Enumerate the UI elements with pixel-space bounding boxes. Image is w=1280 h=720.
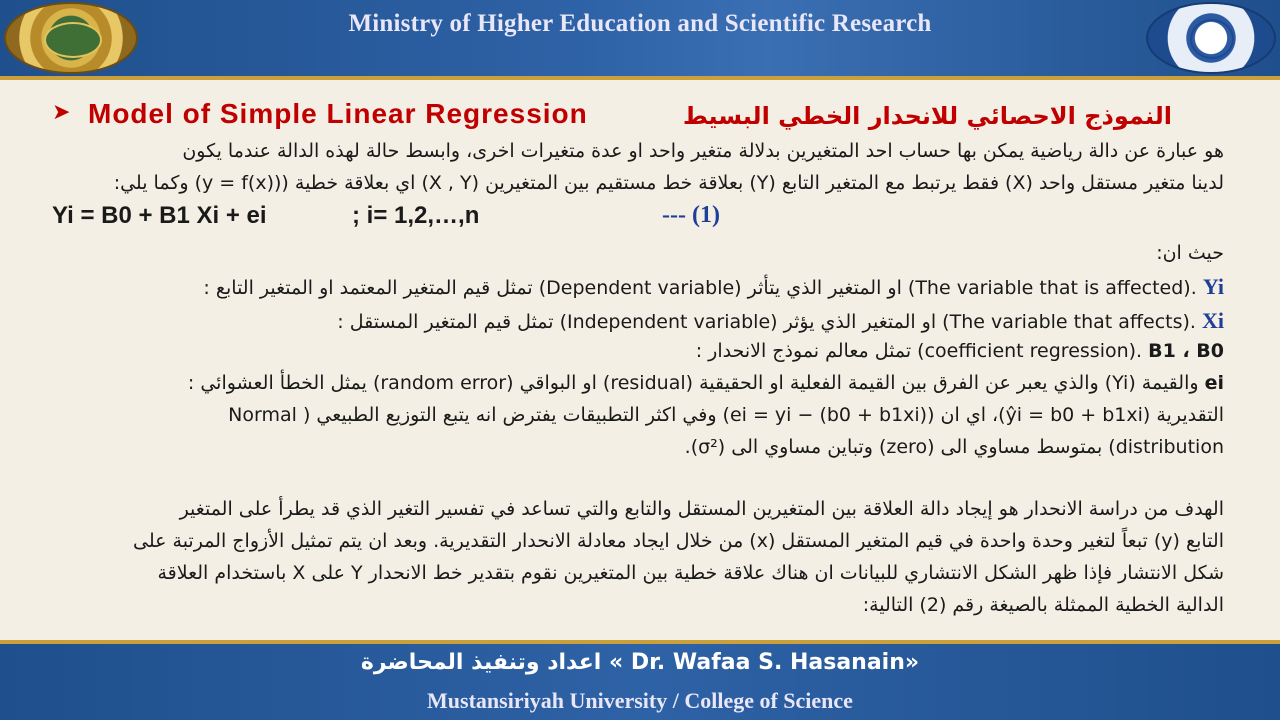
definition-b	[696, 340, 1224, 362]
definition-e-line-1: : يمثل الخطأ العشوائي (random error) او البواقي (residual) والذي يعبر عن الفرق بين القيمة الفعلية او الحقيقية (Yi) والقيمة	[187, 372, 1199, 394]
goal-line-2: التابع (y) تبعاً لتغير وحدة واحدة في قيم المتغير المستقل (x) من خلال ايجاد معادلة الانحدار التقديرية. وبعد ان يتم تمثيل الأزواج المرتبة على	[133, 530, 1224, 552]
equation-number: --- (1)	[662, 202, 720, 228]
goal-line-3: شكل الانتشار فإذا ظهر الشكل الانتشاري للبيانات ان هناك علاقة خطية بين المتغيرين نقوم بتقدير خط الانحدار Y على X باستخدام العلاقة	[157, 562, 1224, 584]
where-label: حيث ان:	[1156, 242, 1224, 264]
definition-x-symbol: Xi	[1202, 308, 1224, 333]
header-title: Ministry of Higher Education and Scientific Research	[348, 10, 932, 37]
definition-e-symbol: ei	[1204, 372, 1224, 394]
definition-x	[337, 308, 1224, 334]
equation-index: ; i= 1,2,…,n	[352, 202, 480, 229]
slide-title-arabic: النموذج الاحصائي للانحدار الخطي البسيط	[682, 102, 1172, 130]
slide-footer	[0, 644, 1280, 720]
definition-b-text: : تمثل معالم نموذج الانحدار (coefficient regression).	[695, 340, 1143, 362]
definition-x-text: : تمثل قيم المتغير المستقل (Independent variable) او المتغير الذي يؤثر (The variable that affects).	[337, 311, 1196, 333]
slide-header	[0, 0, 1280, 76]
college-of-science-logo-icon	[1146, 2, 1276, 74]
arrow-bullet-icon: ➤	[52, 100, 71, 125]
definition-e	[188, 372, 1224, 394]
footer-author: اعداد وتنفيذ المحاضرة « Dr. Wafaa S. Hasanain»	[360, 650, 920, 675]
slide-title-english: Model of Simple Linear Regression	[88, 98, 588, 129]
slide-title-row	[52, 96, 1172, 136]
university-seal-icon	[4, 2, 138, 74]
intro-line-2: لدينا متغير مستقل واحد (X) فقط يرتبط مع المتغير التابع (Y) بعلاقة خط مستقيم بين المتغيرين (X , Y) اي بعلاقة خطية ((y = f(x)) وكما يلي:	[113, 172, 1224, 194]
footer-university: Mustansiriyah University / College of Science	[427, 688, 853, 713]
intro-line-1: هو عبارة عن دالة رياضية يمكن بها حساب احد المتغيرين بدلالة متغير واحد او عدة متغيرات اخرى، وابسط حالة لهذه الدالة عندما يكون	[182, 140, 1224, 162]
goal-line-4: الدالية الخطية الممثلة بالصيغة رقم (2) التالية:	[862, 594, 1224, 616]
definition-e-line-2: التقديرية (ŷi = b0 + b1xi)، اي ان (ei = yi − (b0 + b1xi)) وفي اكثر التطبيقات يفترض انه يتبع التوزيع الطبيعي ( Normal	[228, 404, 1224, 426]
slide-body	[0, 80, 1280, 640]
definition-y-symbol: Yi	[1202, 274, 1224, 299]
goal-line-1: الهدف من دراسة الانحدار هو إيجاد دالة العلاقة بين المتغيرين المستقل والتابع والتي تساعد في تفسير التغير الذي قد يطرأ على المتغير	[179, 498, 1224, 520]
definition-y-text: : تمثل قيم المتغير المعتمد او المتغير التابع (Dependent variable) او المتغير الذي يتأثر (The variable that is affected).	[203, 277, 1197, 299]
definition-y	[203, 274, 1224, 300]
definition-e-line-3: distribution) بمتوسط مساوي الى (zero) وتباين مساوي الى (σ²).	[684, 436, 1224, 458]
equation-main: Yi = B0 + B1 Xi + ei	[52, 202, 267, 229]
regression-equation	[52, 202, 812, 236]
definition-b-symbol: B1 ، B0	[1148, 340, 1224, 362]
